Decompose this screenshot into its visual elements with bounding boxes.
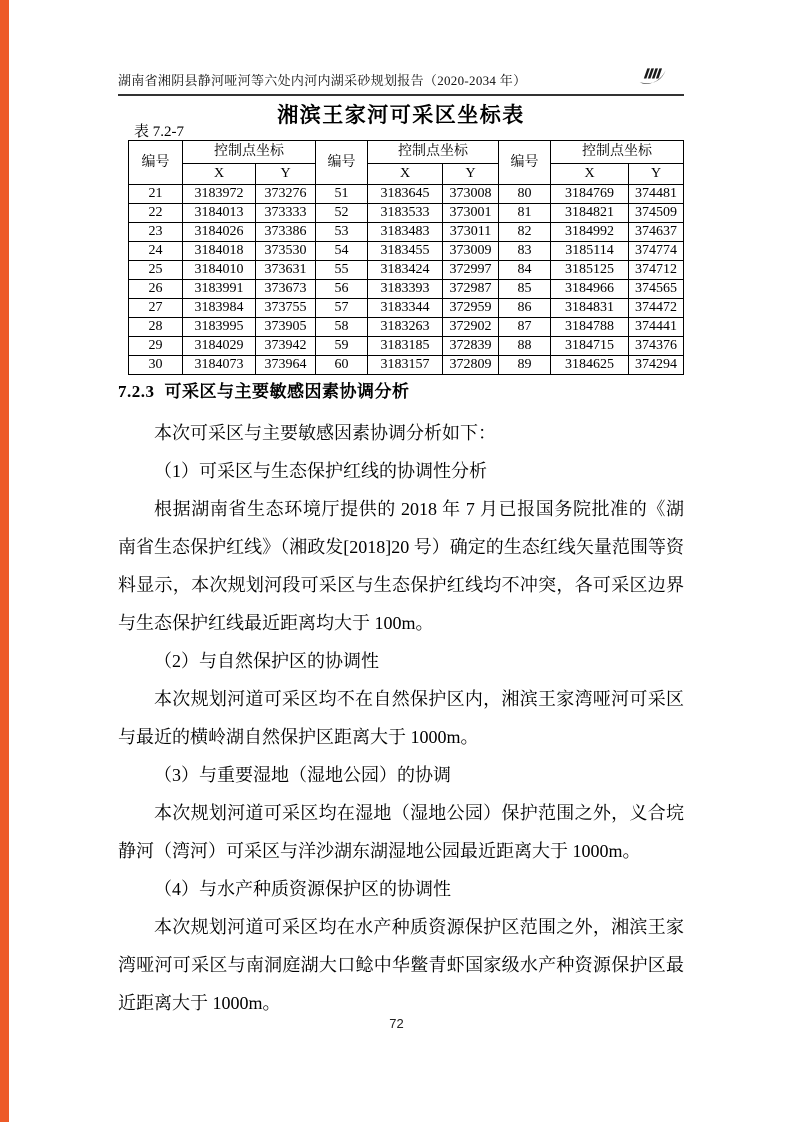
table-cell: 373009 <box>443 242 499 261</box>
table-row <box>129 280 684 299</box>
table-cell: 3184026 <box>183 223 256 242</box>
table-cell: 374441 <box>629 318 684 337</box>
table-cell: 3184018 <box>183 242 256 261</box>
table-cell: 374712 <box>629 261 684 280</box>
table-cell: 3183984 <box>183 299 256 318</box>
company-logo-icon <box>638 66 668 87</box>
table-cell: 3183344 <box>368 299 443 318</box>
col-header-coords: 控制点坐标 <box>551 141 684 164</box>
paragraph: 根据湖南省生态环境厅提供的 2018 年 7 月已报国务院批准的《湖南省生态保护红线》（湘政发[2018]20 号）确定的生态红线矢量范围等资料显示，本次规划河段可采区与生态保护红线均不冲突，各可采区边界与生态保护红线最近距离均大于 100m。 <box>118 499 684 633</box>
table-cell: 373942 <box>256 337 316 356</box>
section-number: 7.2.3 <box>118 382 155 401</box>
table-cell: 373530 <box>256 242 316 261</box>
table-cell: 83 <box>499 242 551 261</box>
table-cell: 52 <box>316 204 368 223</box>
table-cell: 3184013 <box>183 204 256 223</box>
body-text <box>118 414 684 1022</box>
table-cell: 3185114 <box>551 242 629 261</box>
table-cell: 3184821 <box>551 204 629 223</box>
table-cell: 3183263 <box>368 318 443 337</box>
table-cell: 56 <box>316 280 368 299</box>
table-cell: 3183185 <box>368 337 443 356</box>
table-cell: 30 <box>129 356 183 375</box>
table-cell: 3184831 <box>551 299 629 318</box>
table-cell: 3184992 <box>551 223 629 242</box>
col-header-number: 编号 <box>499 141 551 185</box>
table-cell: 3184966 <box>551 280 629 299</box>
table-cell: 84 <box>499 261 551 280</box>
table-cell: 372997 <box>443 261 499 280</box>
page-header <box>118 60 684 96</box>
table-cell: 3183972 <box>183 185 256 204</box>
table-cell: 3183157 <box>368 356 443 375</box>
col-header-x: X <box>183 164 256 185</box>
col-header-number: 编号 <box>316 141 368 185</box>
table-cell: 373631 <box>256 261 316 280</box>
col-header-y: Y <box>629 164 684 185</box>
paragraph: （1）可采区与生态保护红线的协调性分析 <box>154 461 487 481</box>
left-accent-strip <box>0 0 9 1122</box>
table-cell: 372839 <box>443 337 499 356</box>
table-cell: 25 <box>129 261 183 280</box>
table-cell: 87 <box>499 318 551 337</box>
table-cell: 373333 <box>256 204 316 223</box>
table-cell: 374294 <box>629 356 684 375</box>
section-heading <box>118 377 410 402</box>
table-cell: 373276 <box>256 185 316 204</box>
col-header-number: 编号 <box>129 141 183 185</box>
paragraph: 本次规划河道可采区均不在自然保护区内，湘滨王家湾哑河可采区与最近的横岭湖自然保护区距离大于 1000m。 <box>118 689 684 747</box>
table-cell: 28 <box>129 318 183 337</box>
table-cell: 59 <box>316 337 368 356</box>
table-cell: 88 <box>499 337 551 356</box>
paragraph: （3）与重要湿地（湿地公园）的协调 <box>154 765 451 785</box>
table-cell: 3184625 <box>551 356 629 375</box>
col-header-y: Y <box>443 164 499 185</box>
table-cell: 373011 <box>443 223 499 242</box>
table-cell: 21 <box>129 185 183 204</box>
table-cell: 81 <box>499 204 551 223</box>
coordinates-table-body <box>129 185 684 375</box>
table-cell: 23 <box>129 223 183 242</box>
table-cell: 373905 <box>256 318 316 337</box>
table-cell: 26 <box>129 280 183 299</box>
table-cell: 374376 <box>629 337 684 356</box>
table-cell: 53 <box>316 223 368 242</box>
page-number: 72 <box>389 1016 404 1031</box>
col-header-y: Y <box>256 164 316 185</box>
table-cell: 24 <box>129 242 183 261</box>
table-cell: 3184788 <box>551 318 629 337</box>
table-cell: 374481 <box>629 185 684 204</box>
table-cell: 3184029 <box>183 337 256 356</box>
table-cell: 373008 <box>443 185 499 204</box>
table-cell: 3184715 <box>551 337 629 356</box>
table-cell: 373964 <box>256 356 316 375</box>
table-cell: 373386 <box>256 223 316 242</box>
table-cell: 372809 <box>443 356 499 375</box>
table-cell: 3184010 <box>183 261 256 280</box>
table-row <box>129 299 684 318</box>
table-cell: 86 <box>499 299 551 318</box>
paragraph: 本次规划河道可采区均在水产种质资源保护区范围之外，湘滨王家湾哑河可采区与南洞庭湖大口鲶中华鳖青虾国家级水产种资源保护区最近距离大于 1000m。 <box>118 917 684 1013</box>
table-cell: 372902 <box>443 318 499 337</box>
table-cell: 85 <box>499 280 551 299</box>
table-cell: 373001 <box>443 204 499 223</box>
table-row <box>129 318 684 337</box>
section-title: 可采区与主要敏感因素协调分析 <box>164 382 410 401</box>
table-cell: 374774 <box>629 242 684 261</box>
coordinates-table <box>128 140 684 375</box>
table-cell: 55 <box>316 261 368 280</box>
table-cell: 3184073 <box>183 356 256 375</box>
table-row <box>129 261 684 280</box>
report-title: 湖南省湘阴县静河哑河等六处内河内湖采砂规划报告（2020-2034 年） <box>118 73 527 88</box>
table-cell: 54 <box>316 242 368 261</box>
paragraph: 本次规划河道可采区均在湿地（湿地公园）保护范围之外，义合垸静河（湾河）可采区与洋沙湖东湖湿地公园最近距离大于 1000m。 <box>118 803 684 861</box>
table-cell: 57 <box>316 299 368 318</box>
col-header-x: X <box>368 164 443 185</box>
table-title: 湘滨王家河可采区坐标表 <box>277 103 525 127</box>
table-row <box>129 337 684 356</box>
table-cell: 3183483 <box>368 223 443 242</box>
table-label: 表 7.2-7 <box>134 124 184 140</box>
table-cell: 82 <box>499 223 551 242</box>
table-cell: 27 <box>129 299 183 318</box>
table-row <box>129 185 684 204</box>
table-row <box>129 242 684 261</box>
table-cell: 373673 <box>256 280 316 299</box>
table-cell: 80 <box>499 185 551 204</box>
table-cell: 3185125 <box>551 261 629 280</box>
table-row <box>129 356 684 375</box>
table-cell: 3183995 <box>183 318 256 337</box>
col-header-coords: 控制点坐标 <box>368 141 499 164</box>
table-cell: 374472 <box>629 299 684 318</box>
paragraph: 本次可采区与主要敏感因素协调分析如下： <box>154 423 496 443</box>
table-cell: 89 <box>499 356 551 375</box>
table-cell: 60 <box>316 356 368 375</box>
table-cell: 3183393 <box>368 280 443 299</box>
table-cell: 58 <box>316 318 368 337</box>
table-cell: 3183533 <box>368 204 443 223</box>
table-cell: 374509 <box>629 204 684 223</box>
table-cell: 3184769 <box>551 185 629 204</box>
table-row <box>129 204 684 223</box>
table-row <box>129 223 684 242</box>
table-subheader-row <box>129 164 684 185</box>
table-cell: 372987 <box>443 280 499 299</box>
table-cell: 3183455 <box>368 242 443 261</box>
table-cell: 372959 <box>443 299 499 318</box>
paragraph: （4）与水产种质资源保护区的协调性 <box>154 879 451 899</box>
table-cell: 3183645 <box>368 185 443 204</box>
paragraph: （2）与自然保护区的协调性 <box>154 651 379 671</box>
table-cell: 374637 <box>629 223 684 242</box>
col-header-x: X <box>551 164 629 185</box>
table-cell: 51 <box>316 185 368 204</box>
table-cell: 3183991 <box>183 280 256 299</box>
table-cell: 3183424 <box>368 261 443 280</box>
table-cell: 22 <box>129 204 183 223</box>
col-header-coords: 控制点坐标 <box>183 141 316 164</box>
table-cell: 373755 <box>256 299 316 318</box>
table-cell: 374565 <box>629 280 684 299</box>
table-header-row <box>129 141 684 164</box>
table-cell: 29 <box>129 337 183 356</box>
